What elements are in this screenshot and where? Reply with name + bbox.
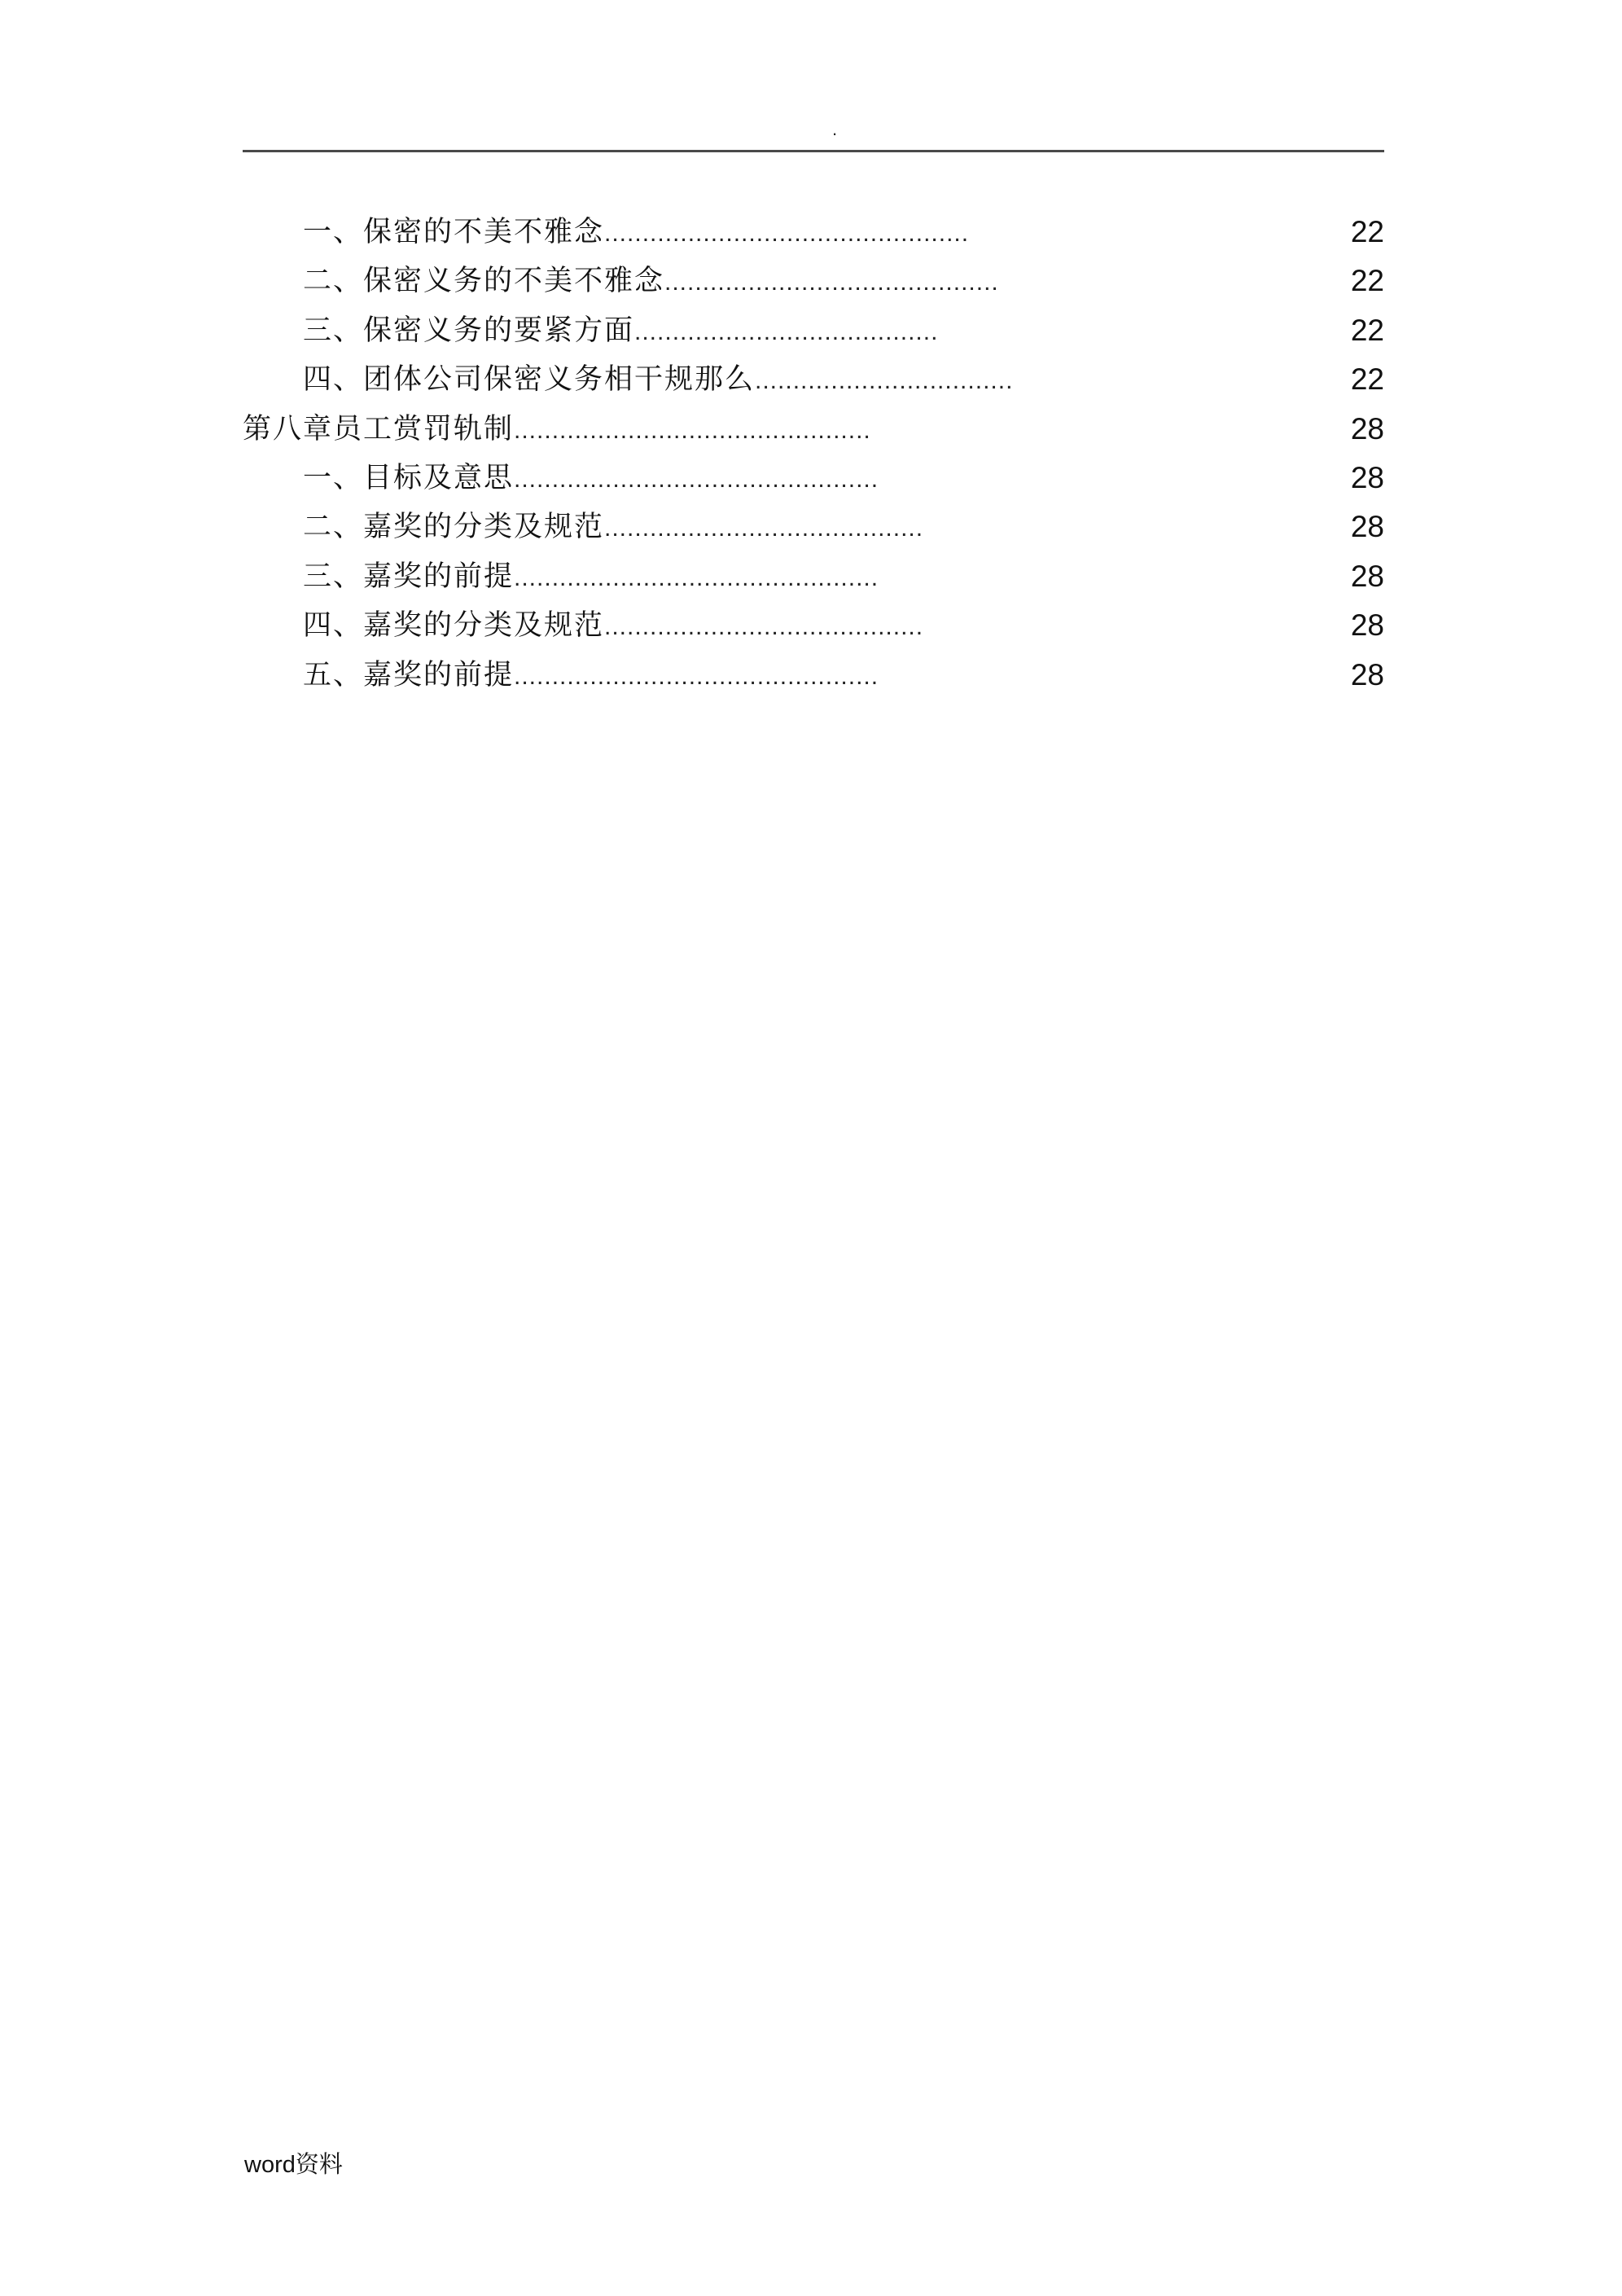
toc-entry-leader: ................................................ — [514, 662, 879, 690]
toc-entry-title: 三、保密义务的要紧方面 — [303, 314, 635, 347]
toc-entry[interactable] — [243, 601, 1384, 650]
toc-entry-title: 五、嘉奖的前提 — [303, 658, 515, 691]
header-rule — [243, 150, 1384, 152]
toc-entry-page: 28 — [1350, 510, 1384, 544]
toc-entry-leader: .......................................... — [604, 515, 924, 542]
toc-entry[interactable] — [243, 355, 1384, 404]
header-mark: . — [832, 119, 838, 139]
toc-entry-page: 22 — [1350, 264, 1384, 298]
toc-entry[interactable] — [243, 306, 1384, 355]
toc-entry-page: 28 — [1350, 411, 1384, 446]
toc-entry-page: 22 — [1350, 215, 1384, 248]
toc-entry-title: 四、团体公司保密义务相干规那么 — [303, 363, 756, 397]
toc-entry-title: 四、嘉奖的分类及规范 — [303, 609, 605, 643]
toc-entry-leader: ............................................ — [664, 269, 999, 296]
toc-entry-page: 28 — [1350, 559, 1384, 593]
toc-entry-title: 一、保密的不美不雅念 — [303, 216, 605, 248]
toc-entry-leader: .......................................... — [604, 613, 924, 641]
toc-entry[interactable] — [243, 552, 1384, 601]
toc-entry-page: 28 — [1350, 460, 1384, 494]
toc-entry[interactable] — [243, 208, 1384, 257]
toc-entry-title: 二、嘉奖的分类及规范 — [303, 511, 605, 544]
toc-entry-title: 一、目标及意思 — [303, 461, 515, 494]
toc-entry-leader: ................................................ — [514, 465, 879, 493]
toc-entry-leader: ........................................ — [634, 318, 939, 345]
toc-entry-title: 三、嘉奖的前提 — [303, 560, 515, 593]
toc-entry-page: 28 — [1350, 657, 1384, 691]
toc-entry-leader: ................................................ — [514, 564, 879, 591]
toc-entry-leader: ............................................... — [514, 416, 871, 444]
toc-entry-page: 22 — [1350, 362, 1384, 397]
toc-entry-page: 28 — [1350, 608, 1384, 643]
toc-entry[interactable] — [243, 454, 1384, 503]
toc-entry-leader: ................................................ — [604, 220, 970, 247]
table-of-contents — [243, 208, 1384, 700]
toc-entry[interactable] — [243, 503, 1384, 551]
toc-entry-title: 二、保密义务的不美不雅念 — [303, 265, 665, 298]
toc-entry[interactable] — [243, 257, 1384, 305]
toc-chapter-entry[interactable] — [243, 405, 1384, 454]
toc-entry-title: 第八章员工赏罚轨制 — [243, 412, 515, 446]
footer-label: word资料 — [244, 2152, 343, 2178]
toc-entry[interactable] — [243, 651, 1384, 700]
toc-entry-leader: .................................. — [755, 367, 1014, 395]
toc-entry-page: 22 — [1350, 313, 1384, 347]
